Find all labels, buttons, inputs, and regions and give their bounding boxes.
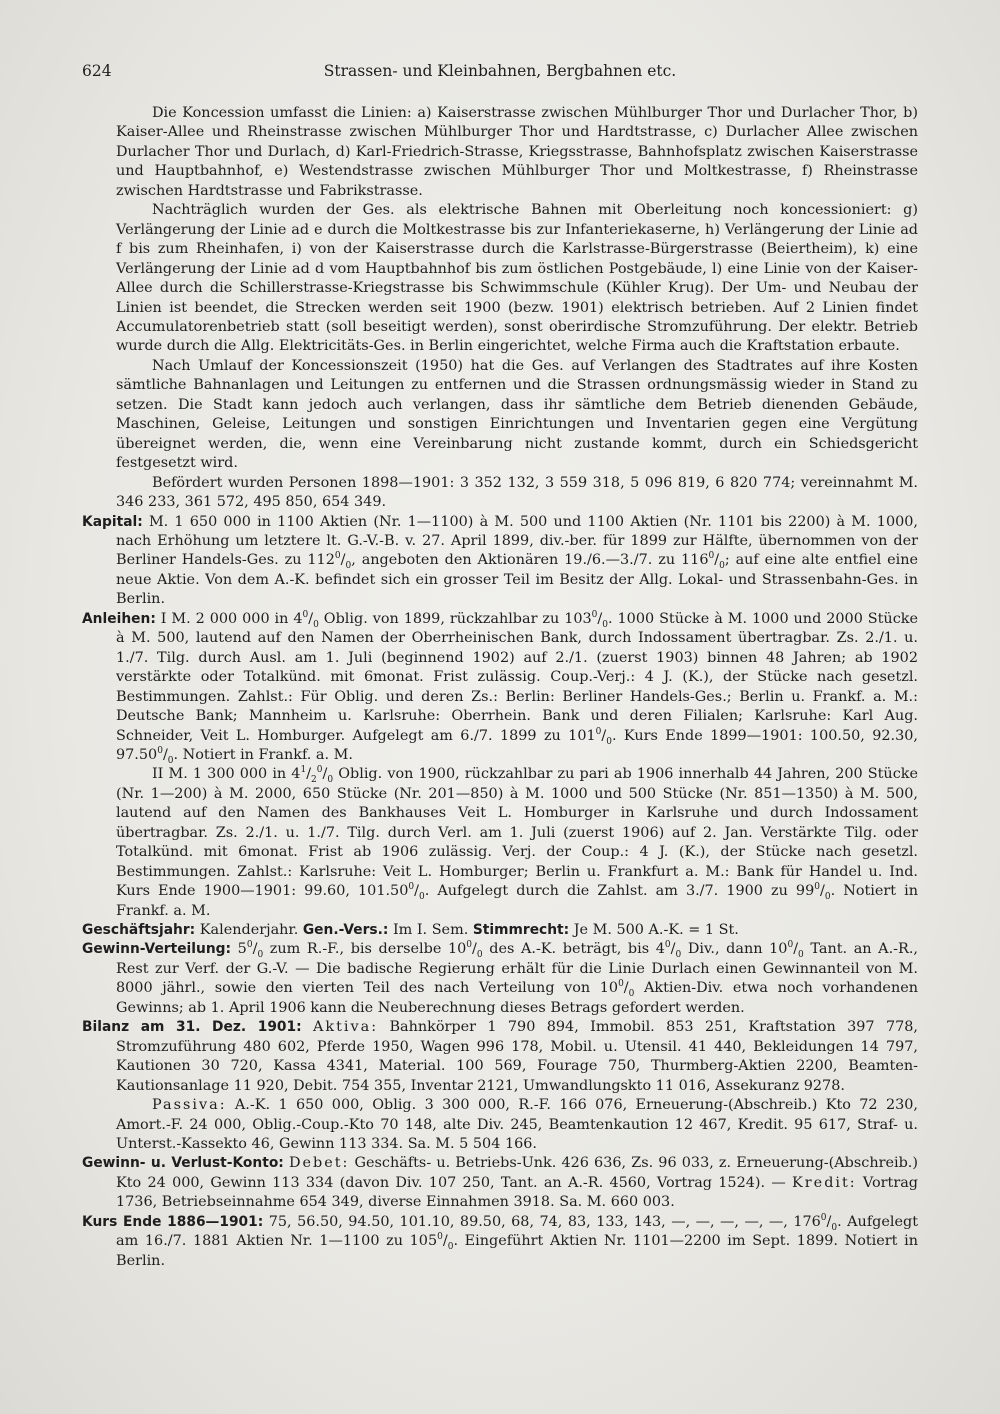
percent-sup: 0 bbox=[618, 979, 624, 990]
percent-sub: 0 bbox=[447, 1242, 454, 1253]
fraction-slash: / bbox=[306, 766, 312, 783]
percent-sup: 0 bbox=[437, 1232, 443, 1243]
percent-sub: 0 bbox=[719, 561, 725, 572]
section-text: 75, 56.50, 94.50, 101.10, 89.50, 68, 74, 83, 133, 143, —, —, —, —, —, 176 bbox=[263, 1213, 821, 1230]
fraction-sup: 1 bbox=[300, 765, 307, 776]
section-kapital bbox=[82, 513, 918, 610]
percent-sub: 0 bbox=[257, 950, 264, 961]
percent-sup: 0 bbox=[466, 940, 473, 951]
section-label: Bilanz am 31. Dez. 1901: bbox=[82, 1019, 302, 1036]
running-title: Strassen- und Kleinbahnen, Bergbahnen etc. bbox=[323, 62, 677, 80]
percent-slash: / bbox=[252, 941, 258, 958]
section-text: 5 bbox=[231, 941, 247, 958]
section-anleihen bbox=[82, 610, 918, 766]
section-label: Gewinn-Verteilung: bbox=[82, 941, 232, 958]
section-text: Aktien-Div. etwa noch vorhandenen Gewinns; ab 1. April 1906 kann die Neuberechnung dieses Betrags gefordert werden. bbox=[116, 980, 918, 1016]
section-text: . Kurs Ende 1899—1901: 100.50, 92.30, 97.50 bbox=[116, 727, 918, 763]
percent-sup: 0 bbox=[664, 940, 671, 951]
section-text: Geschäfts- u. Betriebs-Unk. 426 636, Zs. 96 033, z. Erneuerung-(Abschreib.) Kto 24 000, Gewinn 113 334 (davon Div. 107 250, Tant. an A.-R. 4560, Vortrag 1524). — bbox=[116, 1155, 918, 1191]
percent-sup: 0 bbox=[302, 609, 309, 620]
section-text: zum R.-F., bis derselbe 10 bbox=[263, 941, 467, 958]
page-header bbox=[82, 62, 918, 86]
section-text: ; auf eine alte entfiel eine neue Aktie. Von dem A.-K. befindet sich ein grosser Teil im Besitz der Allg. Lokal- und Strassenbahn-Ges. in Berlin. bbox=[116, 552, 919, 608]
paragraph-nachtraeglich: Nachträglich wurden der Ges. als elektrische Bahnen mit Oberleitung noch koncessioniert: g) Verlängerung der Linie ad e durch die Moltkestrasse bis zur Infanteriekaserne, h) Verlängerung der Linie ad f bis zum Rheinhafen, i) von der Kaiserstrasse durch die Karlstrasse-Bürgerstrasse (Beiertheim), k) eine Verlängerung der Linie ad d vom Hauptbahnhof bis zum östlichen Postgebäude, l) eine Linie von der Kaiser-Allee durch die Schillerstrasse-Kriegstrasse bis Schwimmschule (Kühler Krug). Der Um- und Neubau der Linien ist beendet, die Strecken werden seit 1900 (bezw. 1901) elektrisch betrieben. Auf 2 Linien findet Accumulatorenbetrieb statt (soll beseitigt werden), sonst oberirdische Stromzuführung. Der elektr. Betrieb wurde durch die Allg. Elektricitäts-Ges. in Berlin eingerichtet, welche Firma auch die Kraftstation erbaute. bbox=[116, 202, 918, 355]
percent-sub: 0 bbox=[418, 892, 425, 902]
section-label: Gewinn- u. Verlust-Konto: bbox=[82, 1155, 284, 1172]
percent-slash: / bbox=[793, 941, 799, 958]
section-text: . Aufgelegt durch die Zahlst. am 3./7. 1900 zu 99 bbox=[424, 883, 815, 900]
section-label: Gen.-Vers.: bbox=[302, 922, 389, 939]
section-geschaeftsjahr bbox=[82, 921, 918, 940]
section-text: , angeboten den Aktionären 19./6.—3./7. zu 116 bbox=[351, 552, 709, 569]
percent-sup: 0 bbox=[591, 609, 598, 620]
section-text: Tant. an A.-R., Rest zur Verf. der G.-V. — Die badische Regierung erhält für die Linie Durlach einen Gewinnanteil von M. 8000 jährl., sowie den vierten Teil des nach Verteilung von 10 bbox=[116, 941, 918, 997]
percent-slash: / bbox=[414, 883, 419, 900]
percent-slash: / bbox=[819, 883, 825, 900]
percent-sub: 0 bbox=[345, 561, 352, 572]
passiva-label: Passiva: bbox=[152, 1097, 227, 1114]
percent-sup: 0 bbox=[157, 746, 163, 757]
section-text: Oblig. von 1900, rückzahlbar zu pari ab 1906 innerhalb 44 Jahren, 200 Stücke (Nr. 1—200) à M. 2000, 650 Stücke (Nr. 201—850) à M. 1000 und 500 Stücke (Nr. 851—1350) à M. 500, lautend auf den Namen des Bankhauses Veit L. Homburger in Karlsruhe und durch Indossament übertragbar. Zs. 2./1. u. 1./7. Tilg. durch Verl. am 1. Juli (zuerst 1906) auf 2. Jan. Verstärkte Tilg. oder Totalkünd. mit 6monat. Frist ab 1906 zulässig. Verj. der Coup.: 4 J. (K.), der Stücke nach gesetzl. Bestimmungen. Zahlst.: Karlsruhe: Veit L. Homburger; Berlin u. Frankfurt a. M.: Bank für Handel u. Ind. Kurs Ende 1900—1901: 99.60, 101.50 bbox=[116, 766, 918, 900]
percent-slash: / bbox=[442, 1233, 448, 1250]
percent-sub: 0 bbox=[628, 989, 635, 1000]
percent-sub: 0 bbox=[824, 892, 831, 902]
section-bilanz-passiva bbox=[116, 1096, 918, 1154]
percent-sup: 0 bbox=[595, 726, 602, 737]
section-bilanz bbox=[82, 1018, 918, 1096]
section-text: Kalenderjahr. bbox=[195, 922, 303, 939]
percent-sup: 0 bbox=[408, 882, 415, 893]
section-text: . 1000 Stücke à M. 1000 und 2000 Stücke à M. 500, lautend auf den Namen der Oberrheinischen Bank, durch Indossament übertragbar. Zs. 2./1. u. 1./7. Tilg. durch Ausl. am 1. Juli (beginnend 1902) auf 2./1. (zuerst 1903) binnen 48 Jahren; ab 1902 verstärkte oder Totalkünd. mit 6monat. Frist zulässig. Coup.-Verj.: 4 J. (K.), der Stücke nach gesetzl. Bestimmungen. Zahlst.: Für Oblig. und deren Zs.: Berlin: Berliner Handels-Ges.; Berlin u. Frankf. a. M.: Deutsche Bank; Mannheim u. Karlsruhe: Oberrhein. Bank und deren Filialen; Karlsruhe: Karl Aug. Schneider, Veit L. Homburger. Aufgelegt am 6./7. 1899 zu 101 bbox=[116, 610, 918, 744]
section-text: Im I. Sem. bbox=[388, 922, 473, 939]
kredit-label: Kredit: bbox=[792, 1174, 857, 1191]
section-gewinn-verlust bbox=[82, 1154, 918, 1212]
paragraph-befoerdert: Befördert wurden Personen 1898—1901: 3 352 132, 3 559 318, 5 096 819, 6 820 774; vereinnahmt M. 346 233, 361 572, 495 850, 654 349. bbox=[116, 474, 918, 511]
percent-slash: / bbox=[623, 980, 629, 997]
section-text: . Notiert in Frankf. a. M. bbox=[173, 746, 353, 763]
percent-slash: / bbox=[597, 610, 603, 627]
percent-sup: 0 bbox=[820, 1213, 827, 1224]
section-text: I M. 2 000 000 in 4 bbox=[155, 610, 303, 627]
percent-slash: / bbox=[340, 552, 346, 569]
percent-slash: / bbox=[308, 610, 314, 627]
section-label: Stimmrecht: bbox=[472, 922, 570, 939]
percent-sub: 0 bbox=[606, 736, 612, 747]
percent-sup: 0 bbox=[334, 551, 341, 562]
percent-slash: / bbox=[472, 941, 477, 958]
section-text: Vortrag 1736, Betriebseinnahme 654 349, diverse Einnahmen 3918. Sa. M. 660 003. bbox=[116, 1174, 918, 1211]
section-label: Geschäftsjahr: bbox=[82, 922, 196, 939]
percent-sup: 0 bbox=[316, 765, 323, 776]
section-text: Bahnkörper 1 790 894, Immobil. 853 251, Kraftstation 397 778, Stromzuführung 480 602, Pferde 1950, Wagen 996 178, Mobil. u. Utensil. 41 440, Bekleidungen 14 797, Kautionen 30 720, Kassa 4341, Material. 100 569, Fourage 750, Thurmberg-Aktien 2200, Beamten-Kautionsanlage 11 920, Debit. 754 355, Inventar 2121, Umwandlungskto 11 016, Assekuranz 9278. bbox=[116, 1019, 918, 1094]
section-text: II M. 1 300 000 in 4 bbox=[152, 766, 301, 783]
percent-sub: 0 bbox=[798, 950, 804, 961]
percent-sub: 0 bbox=[167, 755, 174, 766]
section-label: Anleihen: bbox=[82, 610, 156, 627]
aktiva-label: Aktiva: bbox=[313, 1019, 379, 1036]
section-text: M. 1 650 000 in 1100 Aktien (Nr. 1—1100) à M. 500 und 1100 Aktien (Nr. 1101 bis 2200) à M. 1000, nach Erhöhung um letztere lt. G.-V.-B. v. 27. April 1899, div.-ber. für 1899 zur Hälfte, übernommen von der Berliner Handels-Ges. zu 112 bbox=[116, 513, 918, 569]
percent-slash: / bbox=[714, 552, 720, 569]
percent-sub: 0 bbox=[602, 619, 608, 630]
percent-sub: 0 bbox=[327, 775, 334, 786]
debet-label: Debet: bbox=[288, 1155, 350, 1172]
section-kurs bbox=[82, 1213, 918, 1271]
section-text: Je M. 500 A.-K. = 1 St. bbox=[569, 922, 739, 939]
section-gewinn-verteilung bbox=[82, 940, 918, 1018]
section-text: . Aufgelegt am 16./7. 1881 Aktien Nr. 1—1100 zu 105 bbox=[116, 1213, 918, 1250]
percent-slash: / bbox=[322, 766, 328, 783]
fraction-sub: 2 bbox=[311, 775, 317, 786]
percent-sup: 0 bbox=[814, 882, 820, 893]
percent-sub: 0 bbox=[675, 950, 682, 961]
percent-sup: 0 bbox=[787, 940, 794, 951]
section-text: A.-K. 1 650 000, Oblig. 3 300 000, R.-F. 166 076, Erneuerung-(Abschreib.) Kto 72 230, Amort.-F. 24 000, Oblig.-Coup.-Kto 70 148, alte Div. 245, Beamtenkaution 12 467, Kredit. 95 617, Straf- u. Unterst.-Kassekto 46, Gewinn 113 334. Sa. M. 5 504 166. bbox=[116, 1097, 918, 1153]
percent-sup: 0 bbox=[246, 940, 253, 951]
page-number: 624 bbox=[82, 62, 112, 80]
percent-sub: 0 bbox=[313, 619, 319, 630]
percent-slash: / bbox=[670, 941, 676, 958]
percent-sub: 0 bbox=[831, 1222, 838, 1233]
section-text: . Eingeführt Aktien Nr. 1101—2200 im Sept. 1899. Notiert in Berlin. bbox=[116, 1233, 918, 1269]
percent-slash: / bbox=[826, 1213, 832, 1230]
paragraph-umlauf: Nach Umlauf der Koncessionszeit (1950) hat die Ges. auf Verlangen des Stadtrates auf ihre Kosten sämtliche Bahnanlagen und Leitungen zu entfernen und die Strassen ordnungsmässig wieder in Stand zu setzen. Die Stadt kann jedoch auch verlangen, dass ihr sämtliche dem Betrieb dienenden Gebäude, Maschinen, Geleise, Leitungen und sonstigen Einrichtungen und Inventarien gegen eine Vergütung übereignet werden, die, wenn eine Vereinbarung nicht zustande kommt, durch ein Schiedsgericht festgesetzt wird. bbox=[116, 357, 918, 472]
section-label: Kapital: bbox=[82, 513, 143, 530]
paragraph-koncession: Die Koncession umfasst die Linien: a) Kaiserstrasse zwischen Mühlburger Thor und Durlacher Thor, b) Kaiser-Allee und Rheinstrasse zwischen Mühlburger Thor und Hardtstrasse, c) Durlacher Allee zwischen Durlacher Thor und Durlach, d) Karl-Friedrich-Strasse, Kriegsstrasse, Bahnhofsplatz zwischen Kaiserstrasse und Hauptbahnhof, e) Westendstrasse zwischen Mühlburger Thor und Moltkestrasse, f) Rheinstrasse zwischen Hardtstrasse und Fabrikstrasse. bbox=[116, 105, 918, 199]
percent-slash: / bbox=[162, 746, 168, 763]
section-text: . Notiert in Frankf. a. M. bbox=[116, 883, 918, 919]
section-text: des A.-K. beträgt, bis 4 bbox=[482, 941, 665, 958]
page-body bbox=[82, 104, 919, 1271]
percent-slash: / bbox=[601, 727, 607, 744]
section-text: Oblig. von 1899, rückzahlbar zu 103 bbox=[318, 610, 592, 627]
section-text: Div., dann 10 bbox=[681, 941, 788, 958]
section-label: Kurs Ende 1886—1901: bbox=[82, 1213, 264, 1230]
section-anleihen-ii bbox=[116, 765, 918, 921]
percent-sup: 0 bbox=[708, 551, 715, 562]
percent-sub: 0 bbox=[476, 950, 483, 961]
